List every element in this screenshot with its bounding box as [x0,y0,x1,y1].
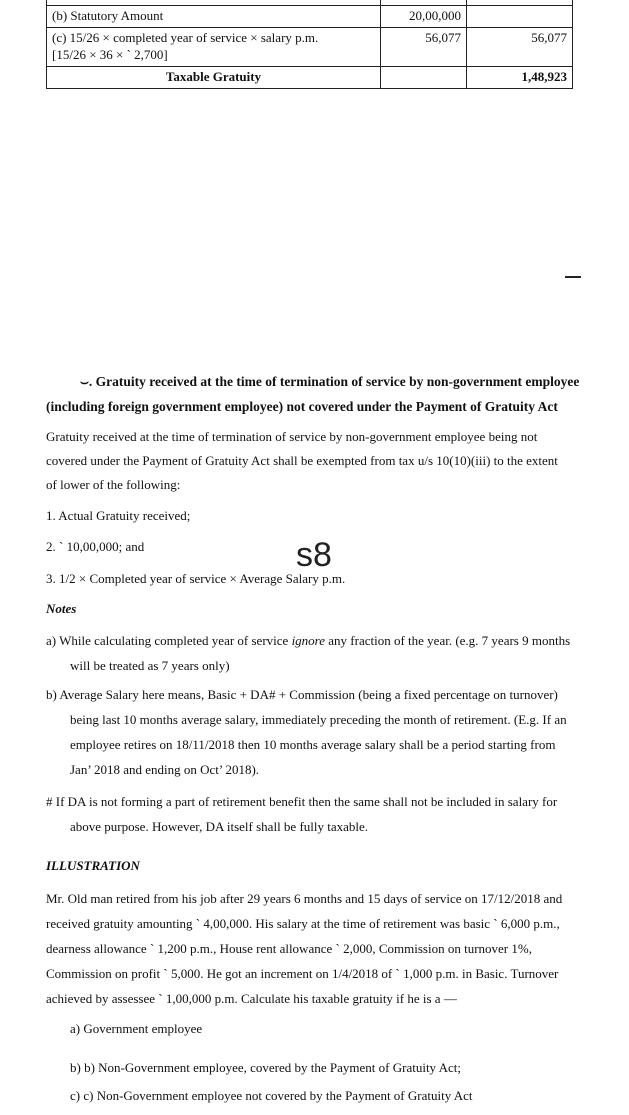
option-a: a) Government employee [70,1021,203,1036]
option-b: b) b) Non-Government employee, covered by the Payment of Gratuity Act; [70,1060,461,1075]
exemption-list-item-2: 2. ` 10,00,000; and [46,539,145,554]
watermark-text: s8 [296,536,332,574]
table-cell-desc: Taxable Gratuity [47,67,381,88]
table-cell-result: 1,48,923 [521,68,567,84]
exemption-list-item-3: 3. 1/2 × Completed year of service × Average Salary p.m. [46,571,346,586]
intro-paragraph: Gratuity received at the time of termination of service by non-government employee being not covered under the Payment of Gratuity Act shall be exempted from tax u/s 10(10)(iii) to the extent of lower of the following: [46,429,558,492]
option-c: c) c) Non-Government employee not covered by the Payment of Gratuity Act [70,1088,473,1103]
note-b: b) Average Salary here means, Basic + DA# + Commission (being a fixed percentage on turnover) being last 10 months average salary, immediately preceding the month of retirement. (E.g. If an employee retires on 18/11/2018 then 10 months average salary shall be a period starting from Jan’ 2018 and ending on Oct’ 2018). [46,687,567,777]
exemption-list-item-1: 1. Actual Gratuity received; [46,508,191,523]
table-row [47,0,572,5]
note-hash: # If DA is not forming a part of retirement benefit then the same shall not be included in salary for above purpose. However, DA itself shall be fully taxable. [46,794,558,834]
table-cell-amount: 56,077 [381,28,467,66]
table-cell-result [467,6,572,27]
gratuity-table [46,0,573,89]
table-row [47,5,572,27]
table-row [47,66,572,88]
illustration-body: Mr. Old man retired from his job after 29 years 6 months and 15 days of service on 17/12/2018 and received gratuity amounting ` 4,00,000. His salary at the time of retirement was basic ` 6,000 p.m., dearness allowance ` 1,200 p.m., House rent allowance ` 2,000, Commission on turnover 1%, Commission on profit ` 5,000. He got an increment on 1/4/2018 of ` 1,000 p.m. in Basic. Turnover achieved by assessee ` 1,00,000 p.m. Calculate his taxable gratuity if he is a — [46,891,563,1006]
section-heading: ⌣. Gratuity received at the time of termination of service by non-government employee (including foreign government employee) not covered under the Payment of Gratuity Act [46,374,580,414]
note-a: a) While calculating completed year of service ignore any fraction of the year. (e.g. 7 years 9 months will be treated as 7 years only) [46,633,571,673]
stray-dash-mark [565,276,581,278]
table-cell-desc: (b) Statutory Amount [47,6,381,27]
table-row [47,27,572,66]
notes-title: Notes [46,601,77,616]
table-cell-amount [381,67,467,88]
table-cell-amount: 20,00,000 [381,6,467,27]
table-cell-result: 56,077 [531,29,567,45]
table-cell-desc: (c) 15/26 × completed year of service × salary p.m. [15/26 × 36 × ` 2,700] [47,28,381,66]
illustration-title: ILLUSTRATION [46,858,140,873]
